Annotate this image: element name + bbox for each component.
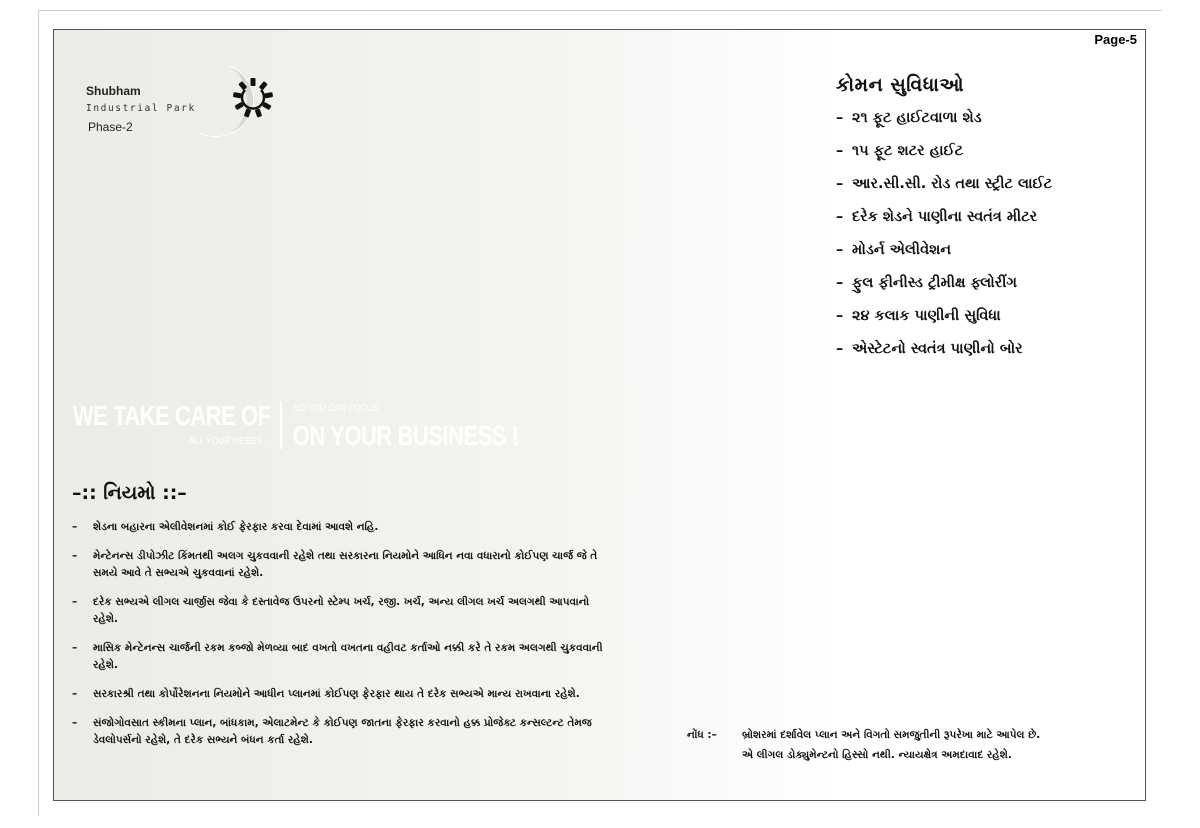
tagline-line2: ALL YOUR NEEDS..	[189, 436, 267, 447]
amenities-title: કોમન સુવિધાઓ	[836, 74, 965, 96]
tagline-divider	[280, 401, 282, 449]
amenity-item: – ૧૫ ફૂટ શટર હાઈટ	[836, 143, 964, 159]
tagline-line4: ON YOUR BUSINESS !	[293, 420, 519, 451]
brochure-page	[53, 29, 1146, 801]
rule-item: – સરકારશ્રી તથા કોર્પોરેશનના નિયમોને આધીન પ્લાનમાં કોઈપણ ફેરફાર થાય તે દરેક સભ્યએ માન્ય રાખવાના રહેશે.	[72, 688, 580, 700]
note-label: નોંધ :–	[687, 729, 717, 741]
rule-item: – માસિક મેન્ટેનન્સ ચાર્જની રકમ કબ્જો મેળવ્યા બાદ વખતો વખતના વહીવટ કર્તાઓ નક્કી કરે તે રકમ અલગથી ચુકવવાની રહેશે.	[72, 642, 603, 671]
logo-phase: Phase-2	[88, 120, 133, 134]
amenity-item: – મોડર્ન એલીવેશન	[836, 242, 952, 258]
amenities-section	[836, 74, 1136, 374]
amenity-item: – ૨૧ ફૂટ હાઈટવાળા શેડ	[836, 110, 982, 126]
rule-item: – સંજોગોવસાત સ્કીમના પ્લાન, બાંધકામ, એલાટમેન્ટ કે કોઈપણ જાતના ફેરફાર કરવાનો હક્ક પ્રોજેક્ટ કન્સલ્ટન્ટ તેમજ ડેવલોપર્સનો રહેશે, તે દરેક સભ્યને બંધન કર્તા રહેશે.	[72, 717, 592, 746]
gear-sun-icon	[181, 62, 276, 137]
rule-item: – શેડના બહારના એલીવેશનમાં કોઈ ફેરફાર કરવા દેવામાં આવશે નહિ.	[72, 521, 379, 533]
amenity-item: – ૨૪ કલાક પાણીની સુવિધા	[836, 308, 1001, 324]
logo-subtitle: Industrial Park	[86, 103, 196, 114]
amenity-item: – ફુલ ફીનીસ્ડ ટ્રીમીક્ષ ફ્લોરીંગ	[836, 275, 1017, 291]
logo	[86, 62, 276, 152]
rule-item: – મેન્ટેનન્સ ડીપોઝીટ કિંમતથી અલગ ચુકવવાની રહેશે તથા સરકારના નિયમોને આધિન નવા વધારાનો કોઈપણ ચાર્જ જે તે સમયે આવે તે સભ્યએ ચુકવવાનાં રહેશે.	[72, 550, 598, 579]
logo-name: Shubham	[86, 84, 141, 98]
amenity-item: – આર.સી.સી. રોડ તથા સ્ટ્રીટ લાઈટ	[836, 176, 1053, 192]
rule-item: – દરેક સભ્યએ લીગલ ચાર્જીસ જેવા કે દસ્તાવેજ ઉપરનો સ્ટેમ્પ ખર્ચ, રજી. ખર્ચ, અન્ય લીગલ ખર્ચ અલગથી આપવાનો રહેશે.	[72, 596, 590, 625]
disclaimer-note	[687, 725, 1137, 765]
note-line1: બ્રોશરમાં દર્શાવેલ પ્લાન અને વિગતો સમજુતીની રૂપરેખા માટે આપેલ છે.	[742, 729, 1041, 741]
tagline	[73, 398, 519, 458]
amenity-item: – દરેક શેડને પાણીના સ્વતંત્ર મીટર	[836, 209, 1038, 225]
note-line2: એ લીગલ ડોક્યુમેન્ટનો હિસ્સો નથી. ન્યાયક્ષેત્ર અમદાવાદ રહેશે.	[742, 749, 1012, 761]
page-number: Page-5	[1094, 32, 1137, 47]
rules-title: –:: નિયમો ::–	[72, 482, 187, 504]
tagline-line1: WE TAKE CARE OF	[73, 400, 271, 431]
amenity-item: – એસ્ટેટનો સ્વતંત્ર પાણીનો બોર	[836, 341, 1023, 357]
tagline-line3: SO YOU CAN FOCUS	[293, 403, 379, 414]
rules-list	[72, 519, 612, 761]
